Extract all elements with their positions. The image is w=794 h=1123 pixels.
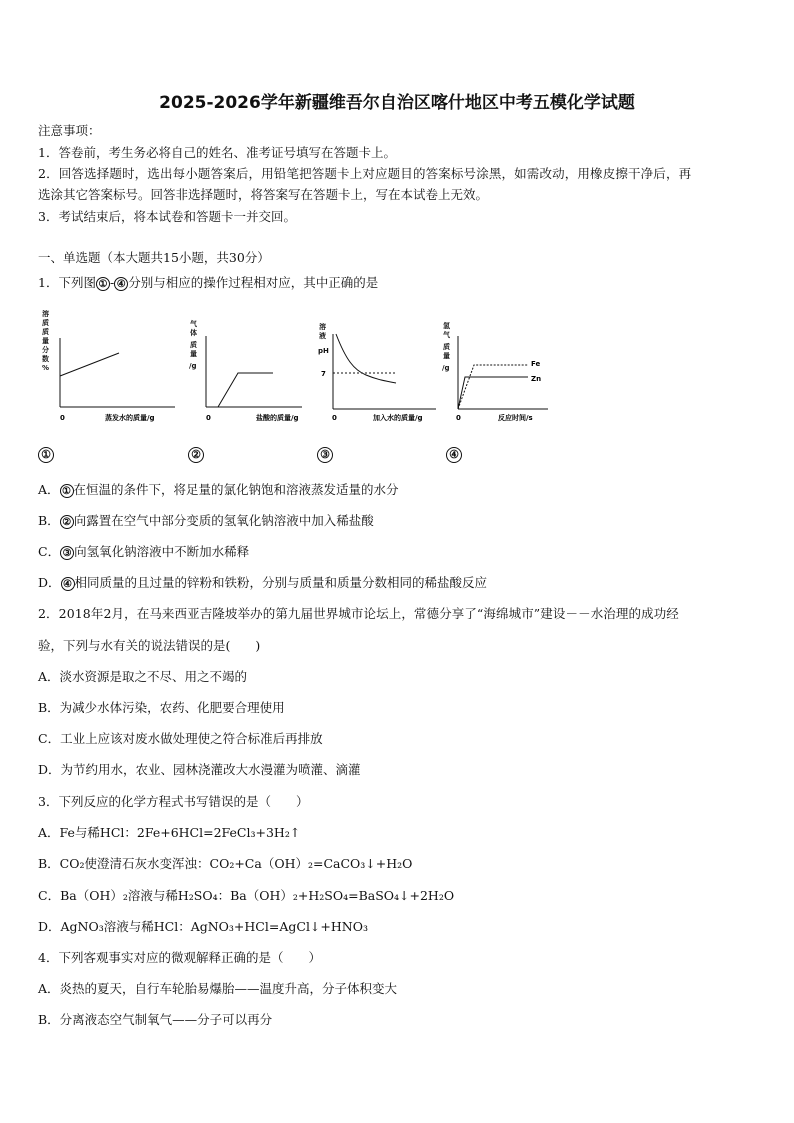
- q1-option-a: [38, 480, 399, 498]
- graph-3-ylabel: [318, 322, 329, 355]
- q1-stem-dash: -: [109, 275, 115, 290]
- q3-option-a: A．Fe与稀HCl：2Fe+6HCl=2FeCl₃+3H₂↑: [38, 825, 301, 840]
- q3-stem: 3．下列反应的化学方程式书写错误的是（ ）: [38, 794, 309, 809]
- graph-1-ylabel-char: 质: [42, 328, 49, 336]
- q2-option-b: B．为减少水体污染，农药、化肥要合理使用: [38, 700, 285, 715]
- graph-4-number: [446, 447, 462, 463]
- graph-2-origin: 0: [206, 414, 211, 422]
- q1-stem-end: 分别与相应的操作过程相对应，其中正确的是: [128, 275, 379, 290]
- graph-4-number-circle: ④: [446, 447, 462, 463]
- section-heading: 一、单选题（本大题共15小题，共30分）: [38, 250, 270, 265]
- graph-1-number-circle: ①: [38, 447, 54, 463]
- q1-option-d-letter: D．: [38, 575, 61, 590]
- graph-2-number: [188, 447, 204, 463]
- graph-4-ylabel-char: 量: [443, 352, 450, 360]
- q1-option-a-circle: ①: [60, 484, 74, 498]
- graph-2-ylabel-char: /g: [189, 362, 197, 370]
- graph-2: [186, 318, 306, 422]
- graph-4-ylabel-char: 氢: [443, 322, 450, 330]
- graph-2-ylabel: [189, 319, 198, 370]
- q2-stem: 2．2018年2月，在马来西亚吉隆坡举办的第九届世界城市论坛上，常德分享了“海绵城市”建设－－水治理的成功经: [38, 606, 679, 621]
- graph-4-origin: 0: [456, 414, 461, 422]
- q1-option-b-letter: B．: [38, 513, 60, 528]
- notice-heading: 注意事项：: [38, 123, 101, 138]
- graph-3-xlabel: 加入水的质量/g: [373, 414, 423, 422]
- q1-option-b-text: 向露置在空气中部分变质的氢氧化钠溶液中加入稀盐酸: [73, 513, 374, 528]
- graph-1-curve: [60, 353, 119, 376]
- graph-3: [316, 320, 440, 422]
- graph-4-curve-fe: [458, 365, 528, 409]
- q1-stem-circle-1: ①: [96, 277, 110, 291]
- q1-option-a-letter: A．: [38, 482, 60, 497]
- q1-option-d-circle: ④: [61, 577, 75, 591]
- q3-option-c: C．Ba（OH）₂溶液与稀H₂SO₄：Ba（OH）₂+H₂SO₄=BaSO₄↓+2H₂O: [38, 888, 455, 903]
- graph-1-xlabel: 蒸发水的质量/g: [105, 414, 155, 422]
- q1-option-c-text: 向氢氧化钠溶液中不断加水稀释: [74, 544, 250, 559]
- q4-stem: 4．下列客观事实对应的微观解释正确的是（ ）: [38, 950, 321, 965]
- graph-4-ylabel: [442, 321, 451, 372]
- graph-1-ylabel-char: 质: [42, 319, 49, 327]
- q3-option-d: D．AgNO₃溶液与稀HCl：AgNO₃+HCl=AgCl↓+HNO₃: [38, 919, 368, 934]
- q1-stem: [38, 273, 378, 291]
- q2-option-a: A．淡水资源是取之不尽、用之不竭的: [38, 669, 248, 684]
- graph-3-origin: 0: [332, 414, 337, 422]
- graph-2-number-circle: ②: [188, 447, 204, 463]
- graph-4-ylabel-char: 气: [443, 331, 450, 339]
- graph-1-ylabel: [41, 310, 49, 372]
- q1-stem-start: 1．下列图: [38, 275, 96, 290]
- graph-3-ytick-7: 7: [321, 370, 326, 378]
- q2-option-c: C．工业上应该对废水做处理使之符合标准后再排放: [38, 731, 323, 746]
- graph-2-ylabel-char: 质: [190, 341, 197, 349]
- q1-option-d-text: 相同质量的且过量的锌粉和铁粉，分别与质量和质量分数相同的稀盐酸反应: [74, 575, 488, 590]
- graph-1: [38, 310, 178, 422]
- graph-3-ylabel-char: 溶: [319, 323, 326, 331]
- q1-option-c-circle: ③: [60, 546, 74, 560]
- graph-2-ylabel-char: 量: [190, 350, 197, 358]
- q1-option-b: [38, 511, 374, 529]
- graph-1-ylabel-char: 量: [42, 337, 49, 345]
- graph-4-legend-zn: Zn: [531, 375, 542, 383]
- graph-3-number: [317, 447, 333, 463]
- graph-1-ylabel-char: 分: [42, 346, 49, 354]
- graph-2-ylabel-char: 体: [190, 329, 197, 337]
- q4-option-b: B．分离液态空气制氧气——分子可以再分: [38, 1012, 273, 1027]
- graph-1-number: [38, 447, 54, 463]
- graph-1-ylabel-char: 溶: [42, 310, 49, 318]
- notice-item-2: 2．回答选择题时，选出每小题答案后，用铅笔把答题卡上对应题目的答案标号涂黑，如需改动，用橡皮擦干净后，再: [38, 166, 692, 181]
- graph-4-curve-zn: [458, 377, 528, 409]
- q3-option-b: B．CO₂使澄清石灰水变浑浊：CO₂+Ca（OH）₂=CaCO₃↓+H₂O: [38, 856, 413, 871]
- page-title: 2025-2026学年新疆维吾尔自治区喀什地区中考五模化学试题: [159, 93, 635, 113]
- graph-4-xlabel: 反应时间/s: [498, 414, 533, 422]
- graph-3-number-circle: ③: [317, 447, 333, 463]
- graph-4-legend-fe: Fe: [531, 360, 541, 368]
- q1-option-c-letter: C．: [38, 544, 61, 559]
- graph-2-xlabel: 盐酸的质量/g: [256, 414, 299, 422]
- notice-item-2-cont: 选涂其它答案标号。回答非选择题时，将答案写在答题卡上，写在本试卷上无效。: [38, 187, 489, 202]
- notice-item-1: 1．答卷前，考生务必将自己的姓名、准考证号填写在答题卡上。: [38, 145, 396, 160]
- q4-option-a: A．炎热的夏天，自行车轮胎易爆胎——温度升高，分子体积变大: [38, 981, 398, 996]
- notice-item-3: 3．考试结束后，将本试卷和答题卡一并交回。: [38, 209, 296, 224]
- graph-3-curve: [336, 334, 396, 383]
- graph-3-ylabel-char: 液: [319, 332, 326, 340]
- q1-option-c: [38, 542, 249, 560]
- q1-stem-circle-4: ④: [114, 277, 128, 291]
- graph-1-ylabel-char: 数: [42, 355, 49, 363]
- graph-2-curve: [218, 373, 273, 407]
- graph-1-origin: 0: [60, 414, 65, 422]
- graph-2-ylabel-char: 气: [190, 320, 197, 328]
- graph-1-ylabel-char: %: [42, 364, 50, 372]
- graph-4: [438, 320, 550, 422]
- q2-stem-cont: 验，下列与水有关的说法错误的是( ): [38, 638, 261, 653]
- q1-option-b-circle: ②: [60, 515, 74, 529]
- q1-option-d: [38, 573, 487, 591]
- q1-option-a-text: 在恒温的条件下，将足量的氯化钠饱和溶液蒸发适量的水分: [73, 482, 399, 497]
- graph-4-ylabel-char: /g: [442, 364, 450, 372]
- graph-3-ylabel-char: pH: [318, 347, 329, 355]
- q2-option-d: D．为节约用水，农业、园林浇灌改大水漫灌为喷灌、滴灌: [38, 762, 361, 777]
- graph-4-ylabel-char: 质: [443, 343, 450, 351]
